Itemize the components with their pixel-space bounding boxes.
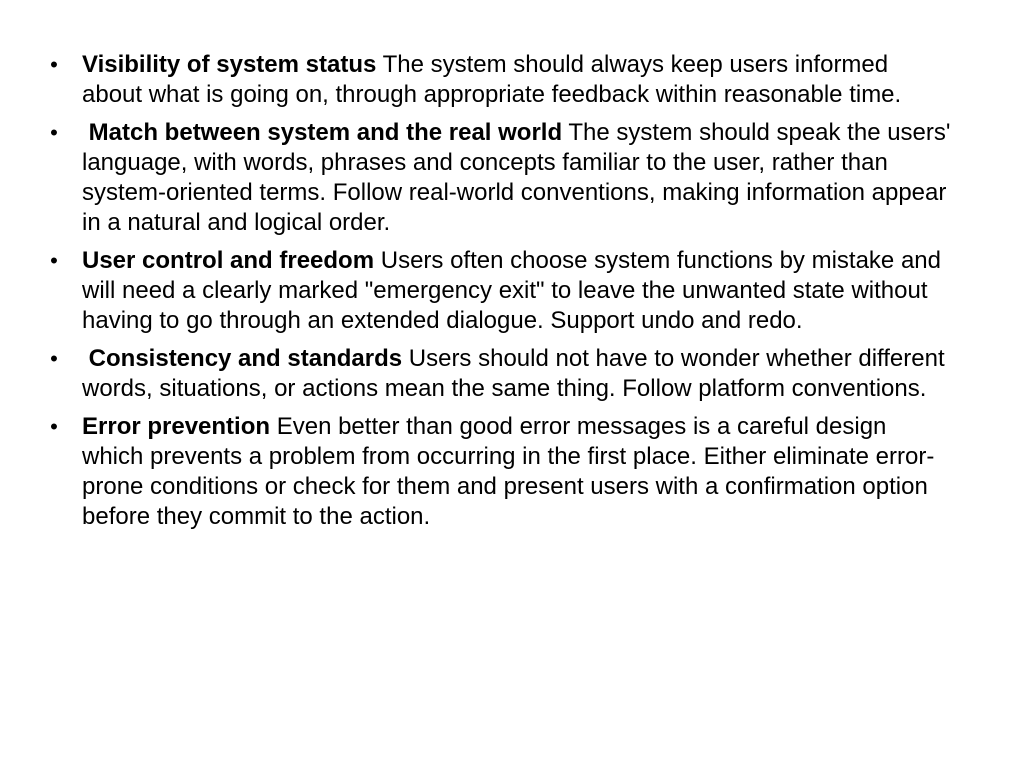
bullet-body: Even better than good error messages is a careful design which prevents a problem from occurring in the first place. Either eliminate error-prone conditions or check for them and present users with a confirmation option before they commit to the action. [82,413,935,530]
bullet-item-error-prevention [50,412,952,532]
bullet-dot-icon: • [50,414,58,439]
bullet-item-user-control [50,246,952,336]
bullet-item-visibility [50,50,952,110]
bullet-body: The system should speak the users' language, with words, phrases and concepts familiar to the user, rather than system-oriented terms. Follow real-world conventions, making information appear in a natural and logical order. [82,119,958,236]
bullet-heading: Visibility of system status [82,51,377,78]
bullet-dot-icon: • [50,248,58,273]
bullet-heading: Consistency and standards [82,345,403,372]
bullet-body: The system should always keep users informed about what is going on, through appropriate feedback within reasonable time. [82,51,902,108]
bullet-list [50,50,958,540]
bullet-dot-icon: • [50,120,58,145]
bullet-heading: Match between system and the real world [82,119,563,146]
bullet-body: Users often choose system functions by mistake and will need a clearly marked "emergency exit" to leave the unwanted state without having to go through an extended dialogue. Support undo and redo. [82,247,948,334]
bullet-heading: Error prevention [82,413,271,440]
bullet-dot-icon: • [50,346,58,371]
bullet-item-match-real-world [50,118,958,238]
bullet-dot-icon: • [50,52,58,77]
bullet-body: Users should not have to wonder whether different words, situations, or actions mean the same thing. Follow platform conventions. [82,345,952,402]
bullet-item-consistency [50,344,952,404]
bullet-heading: User control and freedom [82,247,375,274]
